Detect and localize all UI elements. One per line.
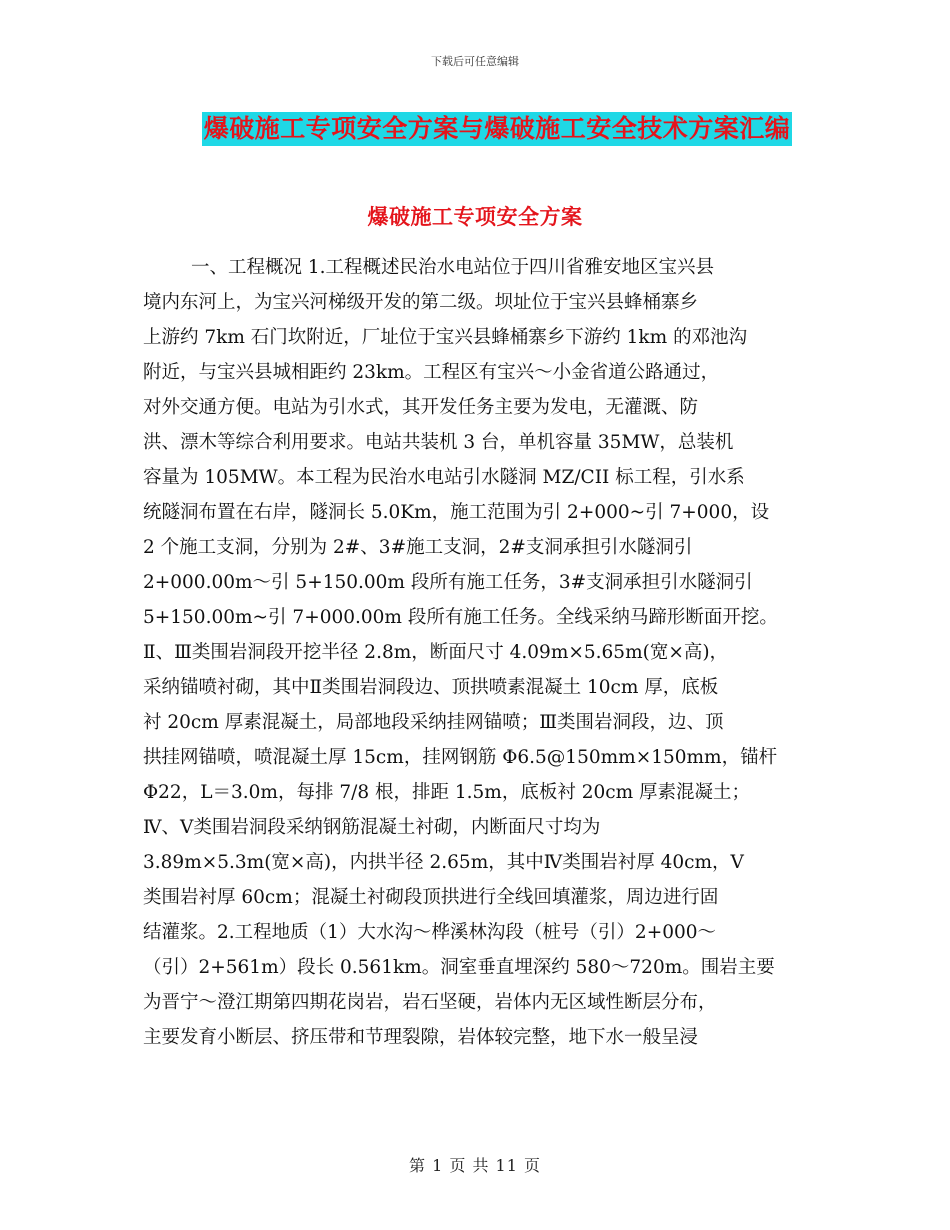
body-text	[143, 250, 813, 1055]
body-line: 上游约 7km 石门坎附近，厂址位于宝兴县蜂桶寨乡下游约 1km 的邓池沟	[143, 327, 748, 348]
body-line: 一、工程概况 1.工程概述民治水电站位于四川省雅安地区宝兴县	[191, 257, 715, 278]
document-title: 爆破施工专项安全方案与爆破施工安全技术方案汇编	[202, 112, 793, 146]
header-note: 下载后可任意编辑	[431, 55, 519, 68]
body-line: （引）2+561m）段长 0.561km。洞室垂直埋深约 580～720m。围岩主要	[143, 957, 775, 978]
body-line: 结灌浆。2.工程地质（1）大水沟～桦溪林沟段（桩号（引）2+000～	[143, 922, 717, 943]
main-title-container	[0, 112, 950, 146]
body-line: Φ22，L＝3.0m，每排 7/8 根，排距 1.5m，底板衬 20cm 厚素混凝土；	[143, 782, 751, 803]
body-line: 衬 20cm 厚素混凝土，局部地段采纳挂网锚喷；Ⅲ类围岩洞段，边、顶	[143, 712, 724, 733]
body-line: 统隧洞布置在右岸，隧洞长 5.0Km，施工范围为引 2+000~引 7+000，设	[143, 502, 770, 523]
body-line: 境内东河上，为宝兴河梯级开发的第二级。坝址位于宝兴县蜂桶寨乡	[143, 292, 699, 313]
body-line: Ⅱ、Ⅲ类围岩洞段开挖半径 2.8m，断面尺寸 4.09m×5.65m(宽×高)，	[143, 642, 729, 663]
body-line: 3.89m×5.3m(宽×高)，内拱半径 2.65m，其中Ⅳ类围岩衬厚 40cm，Ⅴ	[143, 852, 744, 873]
body-line: 对外交通方便。电站为引水式，其开发任务主要为发电，无灌溉、防	[143, 397, 699, 418]
body-line: 2 个施工支洞，分别为 2#、3#施工支洞，2#支洞承担引水隧洞引	[143, 537, 693, 558]
body-line: 2+000.00m～引 5+150.00m 段所有施工任务，3#支洞承担引水隧洞引	[143, 572, 753, 593]
body-line: 拱挂网锚喷，喷混凝土厚 15cm，挂网钢筋 Φ6.5@150mm×150mm，锚杆	[143, 747, 778, 768]
body-line: Ⅳ、Ⅴ类围岩洞段采纳钢筋混凝土衬砌，内断面尺寸均为	[143, 817, 601, 838]
body-line: 类围岩衬厚 60cm；混凝土衬砌段顶拱进行全线回填灌浆，周边进行固	[143, 887, 719, 908]
body-line: 容量为 105MW。本工程为民治水电站引水隧洞 MZ/CII 标工程，引水系	[143, 467, 745, 488]
body-line: 主要发育小断层、挤压带和节理裂隙，岩体较完整，地下水一般呈浸	[143, 1027, 699, 1048]
page-number: 第 1 页 共 11 页	[409, 1156, 541, 1175]
body-line: 5+150.00m~引 7+000.00m 段所有施工任务。全线采纳马蹄形断面开挖。	[143, 607, 778, 628]
body-line: 采纳锚喷衬砌，其中Ⅱ类围岩洞段边、顶拱喷素混凝土 10cm 厚，底板	[143, 677, 719, 698]
body-line: 附近，与宝兴县城相距约 23km。工程区有宝兴～小金省道公路通过，	[143, 362, 720, 383]
body-line: 洪、漂木等综合利用要求。电站共装机 3 台，单机容量 35MW，总装机	[143, 432, 734, 453]
body-line: 为晋宁～澄江期第四期花岗岩，岩石坚硬，岩体内无区域性断层分布，	[143, 992, 717, 1013]
section-title: 爆破施工专项安全方案	[367, 204, 583, 229]
